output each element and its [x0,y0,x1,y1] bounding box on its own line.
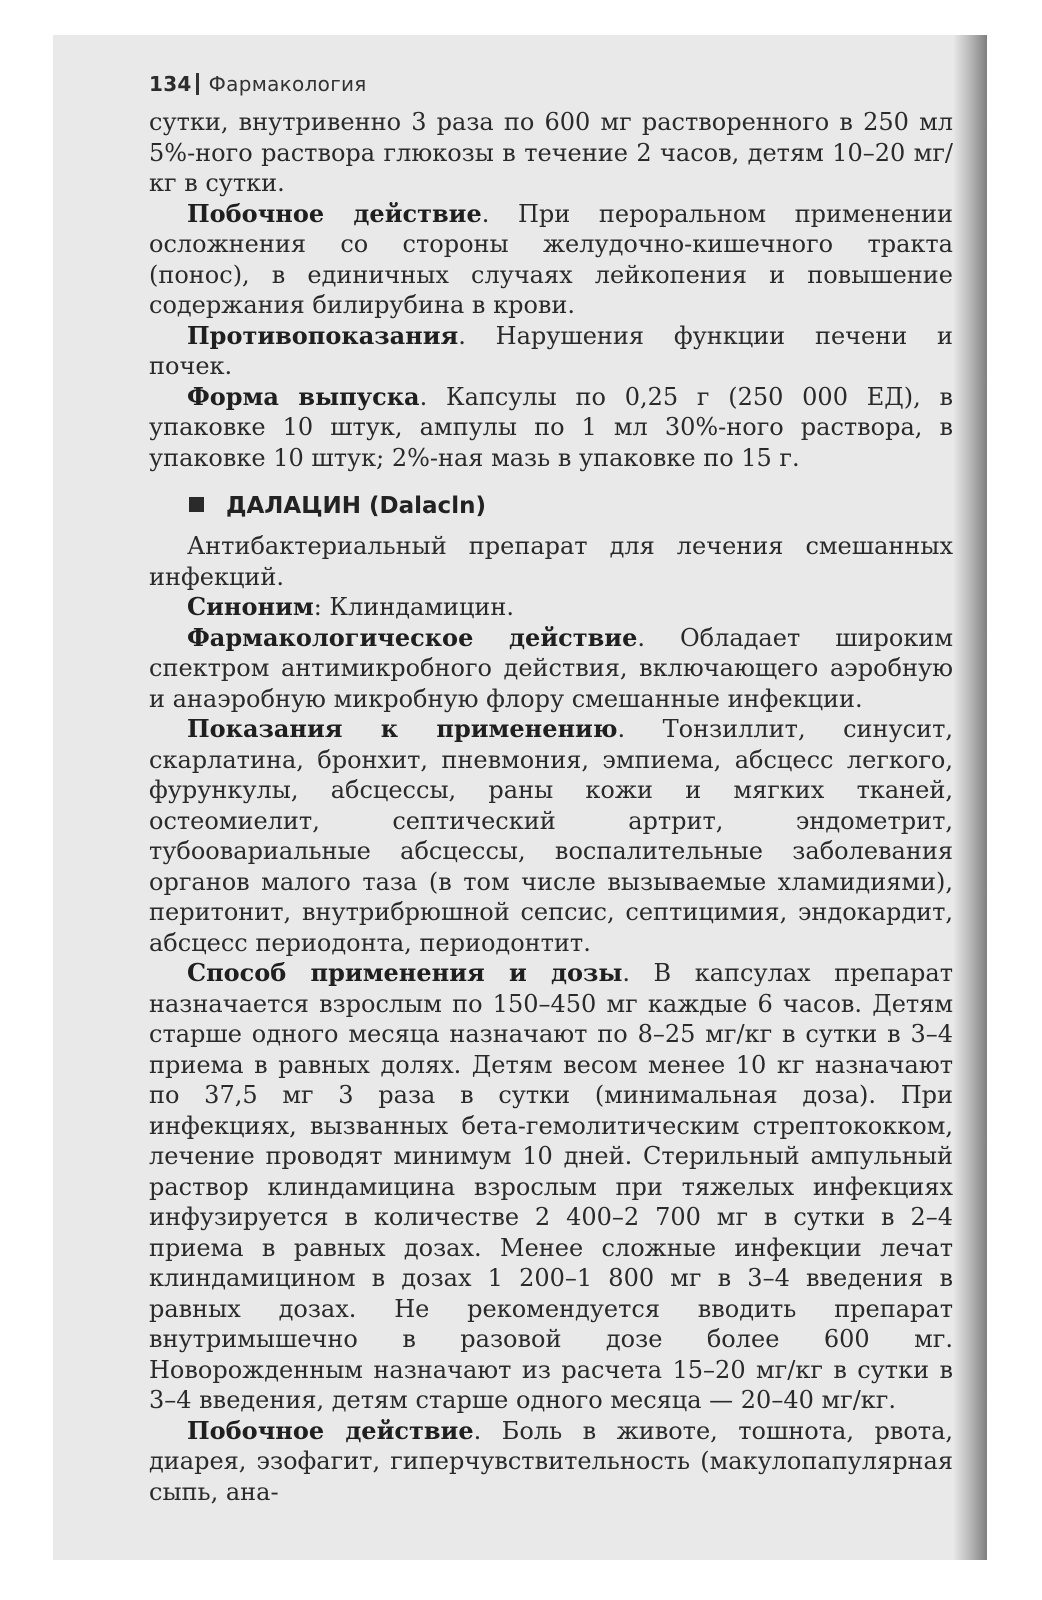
paragraph-description: Антибактериальный препарат для лечения смешанных инфекций. [149,532,953,591]
page-content [149,71,953,1507]
paragraph-label: Форма выпуска [187,381,420,411]
paragraph-label: Фармакологическое действие [187,622,638,652]
paragraph-label: Побочное действие [187,1415,474,1445]
paragraph-label: Показания к применению [187,714,618,743]
page-number: 134 [149,72,192,96]
paragraph-label: Синоним [187,592,314,621]
paragraph-synonym: Синоним: Клиндамицин. [187,592,515,621]
paragraph-dosage: Способ применения и дозы. В капсулах препарат назначается взрослым по 150–450 мг каждые 6 часов. Детям старше одного месяца назначают по 8–25 мг/кг в сутки в 3–4 приема в равных долях. Детям весом менее 10 кг назначают по 37,5 мг 3 раза в сутки (минимальная доза). При инфекциях, вызванных бета-гемолитическим стрептококком, лечение проводят минимум 10 дней. Стерильный ампульный раствор клиндамицина взрослым при тяжелых инфекциях инфузируется в количестве 2 400–2 700 мг в сутки в 2–4 приема в равных дозах. Менее сложные инфекции лечат клиндамицином в дозах 1 200–1 800 мг в 3–4 введения в равных дозах. Не рекомендуется вводить препарат внутримышечно в разовой дозе более 600 мг. Новорожденным назначают из расчета 15–20 мг/кг в сутки в 3–4 введения, детям старше одного месяца — 20–40 мг/кг. [149,958,953,1414]
paragraph-label: Побочное действие [187,198,482,228]
paragraph-contraindications: Противопоказания. Нарушения функции печени и почек. [149,320,953,380]
square-bullet-icon [189,497,204,512]
paragraph-release-form: Форма выпуска. Капсулы по 0,25 г (250 000 ЕД), в упаковке 10 штук, ампулы по 1 мл 30%-ного раствора, в упаковке 10 штук; 2%-ная мазь в упаковке по 15 г. [149,381,954,472]
paragraph-dosage-continued: сутки, внутривенно 3 раза по 600 мг растворенного в 250 мл 5%-ного раствора глюкозы в течение 2 часов, детям 10–20 мг/кг в сутки. [149,108,953,197]
paragraph-side-effects: Побочное действие. При пероральном применении осложнения со стороны желудочно-кишечного тракта (понос), в единичных случаях лейкопения и повышение содержания билирубина в крови. [149,198,954,319]
paragraph-side-effects-dalacin: Побочное действие. Боль в животе, тошнота, рвота, диарея, эзофагит, гиперчувствительность (макулопапулярная сыпь, ана- [149,1415,954,1506]
section-title: Фармакология [208,72,367,96]
paragraph-label: Противопоказания [187,320,459,350]
book-page [53,35,987,1560]
spine-shadow [953,35,987,1560]
drug-heading-title: ДАЛАЦИН (Dalacln) [226,493,486,519]
drug-heading [189,491,953,521]
paragraph-pharmacological-action: Фармакологическое действие. Обладает широким спектром антимикробного действия, включающего аэробную и анаэробную микробную флору смешанные инфекции. [149,622,953,713]
header-separator [196,73,199,95]
paragraph-indications: Показания к применению. Тонзиллит, синусит, скарлатина, бронхит, пневмония, эмпиема, абсцесс легкого, фурункулы, абсцессы, раны кожи и мягких тканей, остеомиелит, септический артрит, эндометрит, тубоовариальные абсцессы, воспалительные заболевания органов малого таза (в том числе вызываемые хламидиями), перитонит, внутрибрюшной сепсис, септицимия, эндокардит, абсцесс периодонта, периодонтит. [149,714,954,957]
running-head [149,71,953,97]
paragraph-label: Способ применения и дозы [187,958,623,987]
